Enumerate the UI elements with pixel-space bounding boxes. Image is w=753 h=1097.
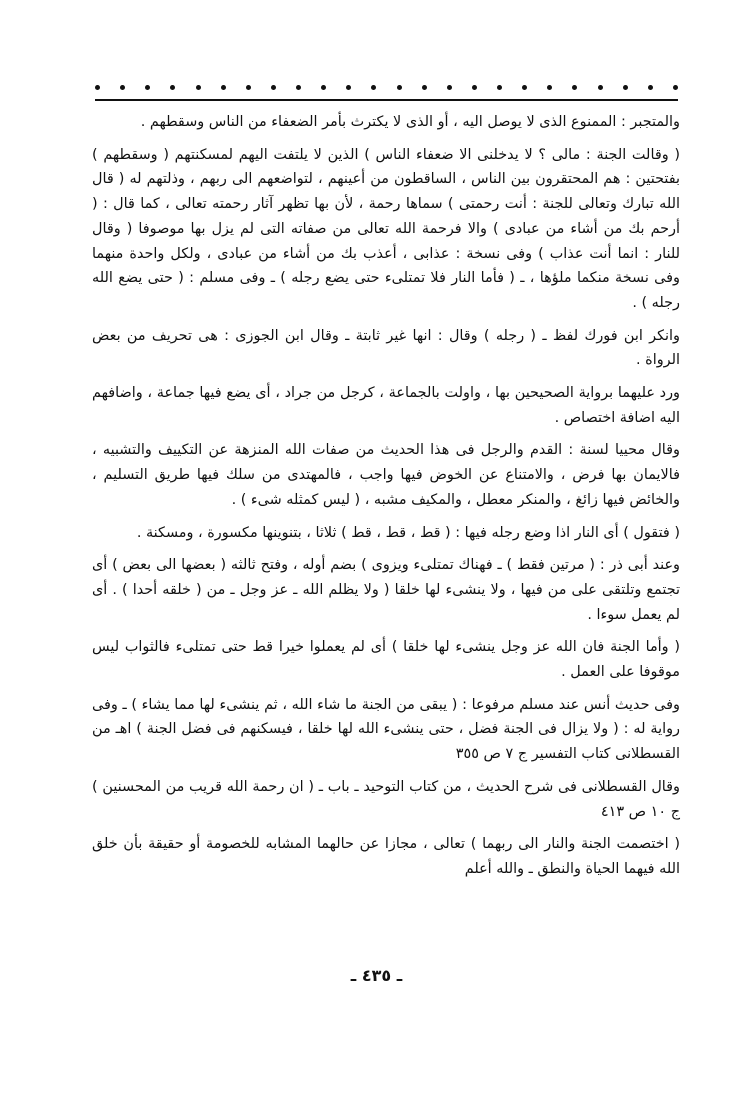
- rule-dot: [572, 85, 577, 90]
- rule-dot: [221, 85, 226, 90]
- rule-dot: [95, 85, 100, 90]
- paragraph: ( وأما الجنة فان الله عز وجل ينشىء لها خلقا ) أى لم يعملوا خيرا قط حتى تمتلىء فالثواب ليس موقوفا على العمل .: [92, 639, 680, 681]
- rule-dot: [246, 85, 251, 90]
- rule-dot: [673, 85, 678, 90]
- rule-dot: [170, 85, 175, 90]
- rule-dot: [598, 85, 603, 90]
- page-number: ـ ٤٣٥ ـ: [350, 966, 403, 985]
- text-body: [92, 110, 680, 890]
- paragraph: وقال القسطلانى فى شرح الحديث ، من كتاب التوحيد ـ باب ـ ( ان رحمة الله قريب من المحسنين ) ج ١٠ ص ٤١٣: [92, 778, 680, 820]
- paragraph: وقال محييا لسنة : القدم والرجل فى هذا الحديث من صفات الله المنزهة عن التكييف والتشبيه ، فالايمان بها فرض ، والامتناع عن الخوض فيها واجب ، فالمهتدى من سلك فيها طريق التسليم ، والخائض فيها زائغ ، والمنكر معطل ، والمكيف مشبه ، ( ليس كمثله شىء ) .: [92, 442, 680, 508]
- rule-dot: [472, 85, 477, 90]
- header-dotted-rule: [95, 80, 678, 94]
- rule-dot: [145, 85, 150, 90]
- paragraph: وعند أبى ذر : ( مرتين فقط ) ـ فهناك تمتلىء ويزوى ) بضم أوله ، وفتح ثالثه ( بعضها الى بعض ) أى تجتمع وتلتقى على من فيها ، ولا ينشىء لها خلقا ( ولا يظلم الله ـ عز وجل ـ من ( خلقه أحدا ) . أى لم يعمل سوءا .: [92, 557, 680, 623]
- paragraph: ( فتقول ) أى النار اذا وضع رجله فيها : ( قط ، قط ، قط ) ثلاثا ، بتنوينها مكسورة ، ومسكنة .: [136, 524, 680, 541]
- rule-dot: [397, 85, 402, 90]
- rule-dot: [623, 85, 628, 90]
- rule-dot: [371, 85, 376, 90]
- paragraph: ( اختصمت الجنة والنار الى ربهما ) تعالى ، مجازا عن حالهما المشابه للخصومة أو حقيقة بأن خلق الله فيهما الحياة والنطق ـ والله أعلم: [92, 836, 680, 877]
- rule-dot: [321, 85, 326, 90]
- rule-dot: [296, 85, 301, 90]
- paragraph: ورد عليهما برواية الصحيحين بها ، واولت بالجماعة ، كرجل من جراد ، أى يضع فيها جماعة ، واضافهم اليه اضافة اختصاص .: [92, 385, 680, 426]
- rule-dot: [497, 85, 502, 90]
- header-line: [95, 99, 678, 101]
- rule-dot: [447, 85, 452, 90]
- rule-dot: [346, 85, 351, 90]
- rule-dot: [648, 85, 653, 90]
- paragraph: والمتجبر : الممنوع الذى لا يوصل اليه ، أو الذى لا يكترث بأمر الضعفاء من الناس وسقطهم .: [140, 114, 680, 130]
- rule-dot: [522, 85, 527, 90]
- paragraph: ( وقالت الجنة : مالى ؟ لا يدخلنى الا ضعفاء الناس ) الذين لا يلتفت اليهم لمسكنتهم ( وسقطهم ) بفتحتين : هم المحتقرون بين الناس ، الساقطون من أعينهم ، لتواضعهم الى ربهم ، وذلتهم له ( قال الله تبارك وتعالى للجنة : أنت رحمتى ) سماها رحمة ، لأن بها تظهر آثار رحمته تعالى ، كما قال : ( أرحم بك من أشاء من عبادى ) والا فرحمة الله تعالى من صفاته التى لم يزل بها موصوفا ( وقال للنار : انما أنت عذاب ) وفى نسخة : عذابى ، أعذب بك من أشاء من عبادى ، ولكل واحدة منهما وفى نسخة منكما ملؤها ، ـ ( فأما النار فلا تمتلىء حتى يضع رجله ) ـ وفى مسلم : ( حتى يضع الله رجله ) .: [92, 146, 680, 311]
- rule-dot: [422, 85, 427, 90]
- rule-dot: [120, 85, 125, 90]
- rule-dot: [547, 85, 552, 90]
- paragraph: وفى حديث أنس عند مسلم مرفوعا : ( يبقى من الجنة ما شاء الله ، ثم ينشىء لها مما يشاء ) ـ وفى رواية له : ( ولا يزال فى الجنة فضل ، حتى ينشىء الله لها خلقا ، فيسكنهم فى فضل الجنة ) اهـ من القسطلانى كتاب التفسير ج ٧ ص ٣٥٥: [92, 696, 680, 763]
- rule-dot: [271, 85, 276, 90]
- paragraph: وانكر ابن فورك لفظ ـ ( رجله ) وقال : انها غير ثابتة ـ وقال ابن الجوزى : هى تحريف من بعض الرواة .: [92, 327, 680, 369]
- rule-dot: [196, 85, 201, 90]
